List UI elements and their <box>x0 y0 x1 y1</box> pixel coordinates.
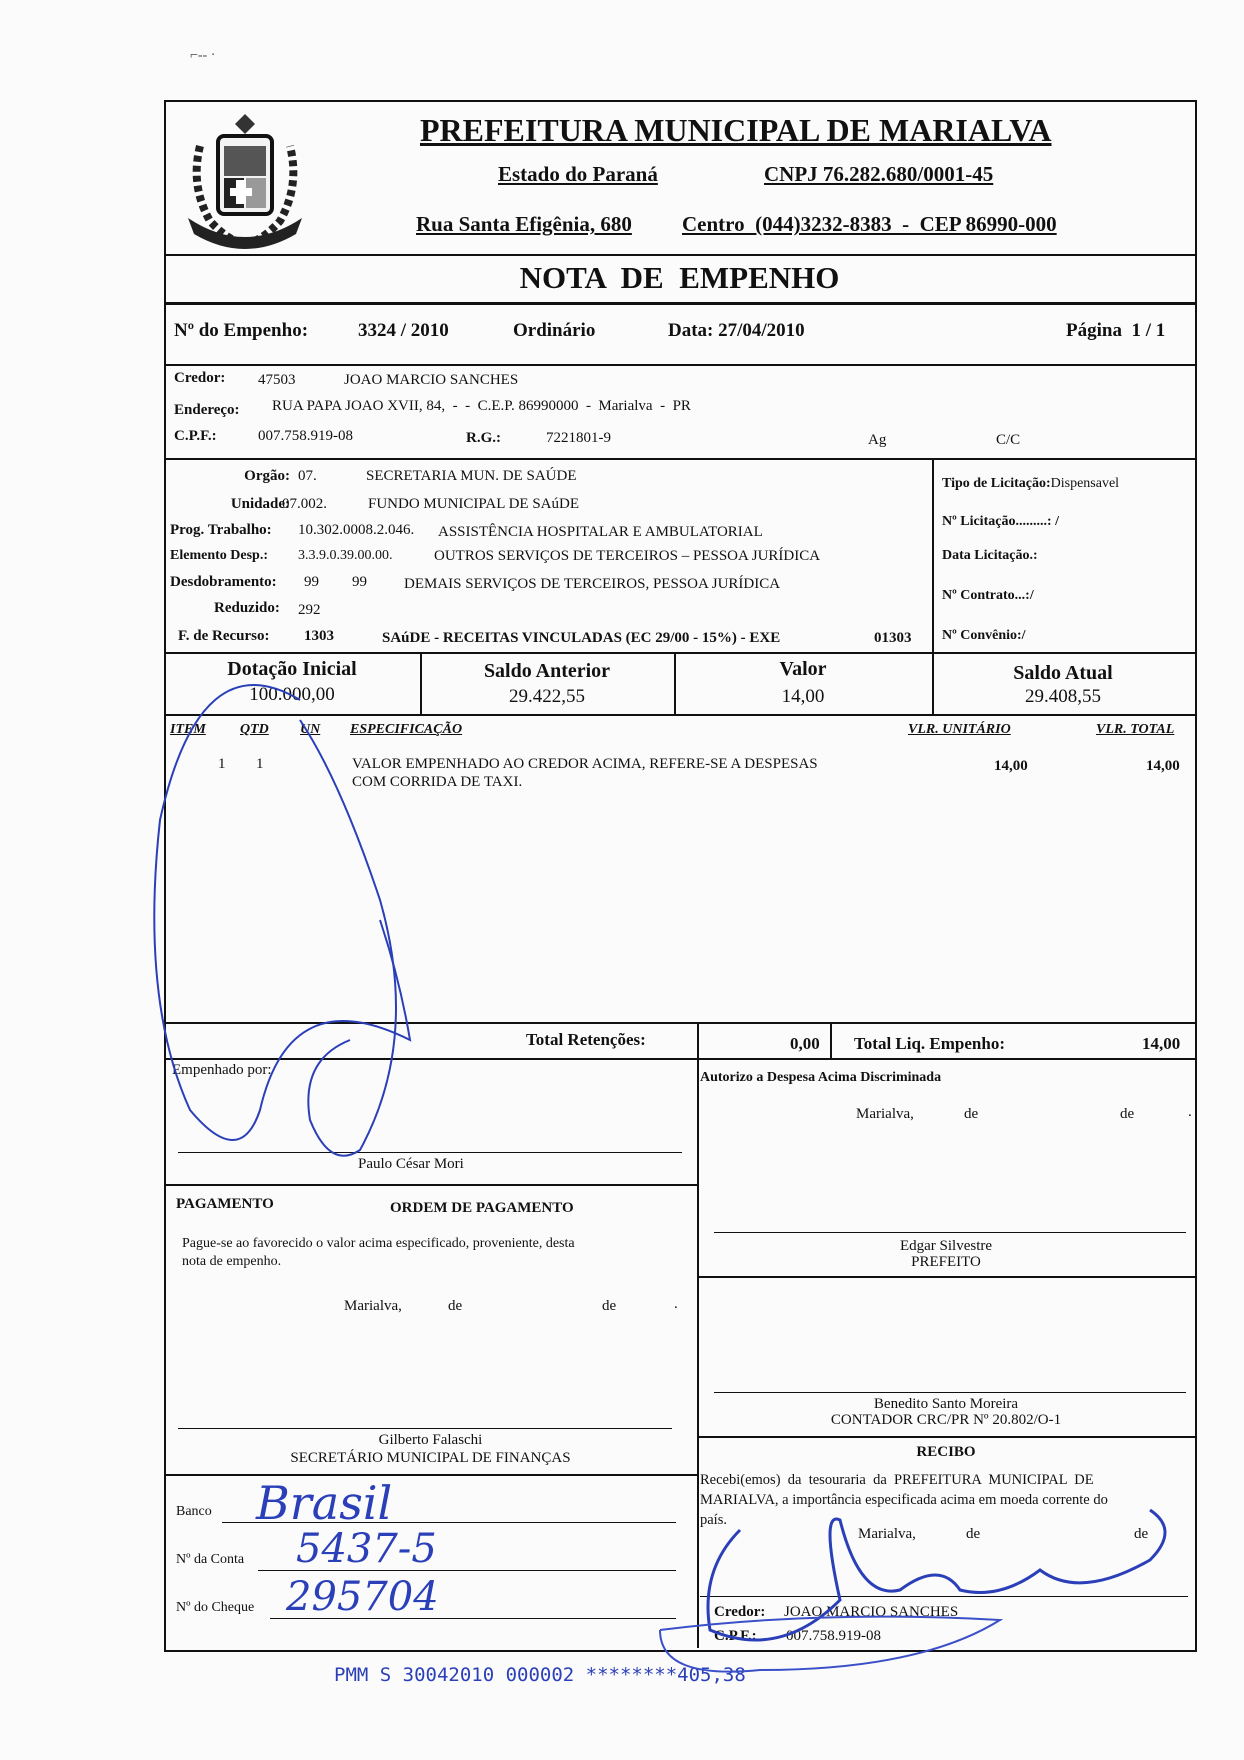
licitacao-date: Data Licitação.: <box>942 548 1038 563</box>
col-total-header: VLR. TOTAL <box>1096 722 1175 737</box>
col-item-header: ITEM <box>170 722 206 737</box>
credor-cpf: 007.758.919-08 <box>258 428 353 444</box>
pagamento-text-line1: Pague-se ao favorecido o valor acima especificado, proveniente, desta <box>182 1236 575 1251</box>
unidade-name: FUNDO MUNICIPAL DE SAúDE <box>368 496 579 512</box>
elem-code: 3.3.9.0.39.00.00. <box>298 548 393 563</box>
saldo-anterior-label: Saldo Anterior <box>483 660 611 682</box>
empenho-date: Data: 27/04/2010 <box>668 320 805 341</box>
footer-code: PMM S 30042010 000002 ********405,38 <box>334 1664 746 1686</box>
street-label: Rua Santa Efigênia, 680 <box>416 212 632 236</box>
empenho-number: 3324 / 2010 <box>358 320 449 341</box>
valor-value: 14,00 <box>781 686 825 707</box>
col-unit-header: VLR. UNITÁRIO <box>908 722 1011 737</box>
recurso-label: F. de Recurso: <box>178 628 270 644</box>
cnpj-label: CNPJ 76.282.680/0001-45 <box>764 162 994 186</box>
address-label: Centro (044)3232-8383 - CEP 86990-000 <box>682 212 1057 236</box>
recibo-city: Marialva, <box>858 1526 916 1542</box>
recibo-credor-label: Credor: <box>714 1604 766 1620</box>
recibo-credor-name: JOAO MARCIO SANCHES <box>784 1604 959 1620</box>
saldo-anterior-value: 29.422,55 <box>509 686 585 707</box>
city-hall-title: PREFEITURA MUNICIPAL DE MARIALVA <box>420 112 1052 148</box>
autorizo-label: Autorizo a Despesa Acima Discriminada <box>700 1070 942 1085</box>
recibo-label: RECIBO <box>916 1444 976 1460</box>
row-spec-line2: COM CORRIDA DE TAXI. <box>352 774 523 790</box>
col-un-header: UN <box>300 722 321 737</box>
col-qtd-header: QTD <box>240 722 269 737</box>
credor-label: Credor: <box>174 370 226 386</box>
rg-label: R.G.: <box>466 430 501 446</box>
cheque-handwritten: 295704 <box>286 1574 439 1620</box>
autorizo-de-1: de <box>964 1106 979 1122</box>
row-item: 1 <box>218 756 226 772</box>
secretario-role: SECRETÁRIO MUNICIPAL DE FINANÇAS <box>290 1450 571 1466</box>
prog-code: 10.302.0008.2.046. <box>298 522 415 538</box>
elem-name: OUTROS SERVIÇOS DE TERCEIROS – PESSOA JURÍDICA <box>434 548 821 564</box>
conta-label: Nº da Conta <box>176 1552 245 1567</box>
pagamento-de-1: de <box>448 1298 463 1314</box>
valor-label: Valor <box>779 658 827 680</box>
agency-label: Ag <box>868 432 887 448</box>
unidade-label: Unidade: <box>230 496 290 512</box>
retencoes-label: Total Retenções: <box>526 1030 646 1049</box>
ordem-pagamento-label: ORDEM DE PAGAMENTO <box>390 1200 574 1216</box>
pagamento-text-line2: nota de empenho. <box>182 1254 282 1269</box>
orgao-code: 07. <box>298 468 317 484</box>
stamp-mark <box>660 1617 1000 1672</box>
credor-code: 47503 <box>258 372 296 388</box>
contract-number: Nº Contrato...:/ <box>942 588 1034 603</box>
agreement-number: Nº Convênio:/ <box>942 628 1026 643</box>
credor-rg: 7221801-9 <box>546 430 611 446</box>
row-unit-value: 14,00 <box>994 758 1028 774</box>
empenho-type: Ordinário <box>513 320 596 341</box>
pagamento-dot: . <box>674 1296 678 1312</box>
page-indicator: Página 1 / 1 <box>1066 320 1166 341</box>
document-title: NOTA DE EMPENHO <box>519 260 840 295</box>
orgao-label: Orgão: <box>244 468 290 484</box>
prefeito-name: Edgar Silvestre <box>899 1238 993 1254</box>
recibo-cpf-label: C.P.F.: <box>714 1628 757 1644</box>
cpf-label: C.P.F.: <box>174 428 217 444</box>
elem-label: Elemento Desp.: <box>170 548 268 563</box>
desd-code-2: 99 <box>352 574 367 590</box>
saldo-atual-value: 29.408,55 <box>1025 686 1101 707</box>
reduzido-value: 292 <box>298 602 321 618</box>
recibo-de-2: de <box>1134 1526 1149 1542</box>
reduzido-label: Reduzido: <box>214 600 280 616</box>
prefeito-role: PREFEITO <box>911 1254 981 1270</box>
row-qtd: 1 <box>256 756 264 772</box>
cheque-label: Nº do Cheque <box>176 1600 255 1615</box>
autorizo-de-2: de <box>1120 1106 1135 1122</box>
unidade-code: 07.002. <box>282 496 327 512</box>
contador-name: Benedito Santo Moreira <box>873 1396 1019 1412</box>
licitacao-type-value: Dispensavel <box>1050 476 1120 491</box>
autorizo-city: Marialva, <box>856 1106 914 1122</box>
empenhado-label: Empenhado por: <box>172 1062 272 1078</box>
secretario-name: Gilberto Falaschi <box>378 1432 483 1448</box>
recibo-cpf: 007.758.919-08 <box>786 1628 881 1644</box>
pagamento-city: Marialva, <box>344 1298 402 1314</box>
prog-label: Prog. Trabalho: <box>170 522 272 538</box>
dotacao-label: Dotação Inicial <box>227 658 357 680</box>
pagamento-de-2: de <box>602 1298 617 1314</box>
saldo-atual-label: Saldo Atual <box>1013 662 1113 684</box>
banco-handwritten: Brasil <box>256 1476 393 1530</box>
scan-mark: ⌐‑‑ · <box>190 48 216 63</box>
col-spec-header: ESPECIFICAÇÃO <box>350 722 463 737</box>
desd-code-1: 99 <box>304 574 319 590</box>
contador-role: CONTADOR CRC/PR Nº 20.802/O-1 <box>830 1412 1062 1428</box>
empenho-number-label: Nº do Empenho: <box>174 320 309 341</box>
liquido-value: 14,00 <box>1142 1034 1181 1053</box>
empenhado-signature-loop <box>300 720 396 1156</box>
row-total-value: 14,00 <box>1146 758 1180 774</box>
orgao-name: SECRETARIA MUN. DE SAÚDE <box>366 468 577 484</box>
banco-label: Banco <box>176 1504 212 1519</box>
desd-name: DEMAIS SERVIÇOS DE TERCEIROS, PESSOA JURÍDICA <box>404 576 781 592</box>
prog-name: ASSISTÊNCIA HOSPITALAR E AMBULATORIAL <box>438 524 763 540</box>
credor-name: JOAO MARCIO SANCHES <box>344 372 519 388</box>
account-label: C/C <box>996 432 1021 448</box>
licitacao-type-label: Tipo de Licitação: <box>942 476 1051 491</box>
desd-label: Desdobramento: <box>170 574 277 590</box>
recurso-code: 1303 <box>304 628 334 644</box>
credor-address: RUA PAPA JOAO XVII, 84, - - C.E.P. 86990000 - Marialva - PR <box>272 398 691 414</box>
retencoes-value: 0,00 <box>790 1034 820 1053</box>
row-spec-line1: VALOR EMPENHADO AO CREDOR ACIMA, REFERE-SE A DESPESAS <box>352 756 818 772</box>
pagamento-label: PAGAMENTO <box>176 1196 274 1212</box>
state-label: Estado do Paraná <box>498 162 658 186</box>
recibo-de-1: de <box>966 1526 981 1542</box>
dotacao-value: 100.000,00 <box>249 684 335 705</box>
recurso-number: 01303 <box>874 630 912 646</box>
recibo-line2: MARIALVA, a importância especificada acima em moeda corrente do <box>700 1492 1108 1508</box>
licitacao-number: Nº Licitação.........: / <box>942 514 1059 529</box>
recibo-line3: país. <box>700 1512 727 1528</box>
empenhado-name: Paulo César Mori <box>358 1156 464 1172</box>
autorizo-dot: . <box>1188 1104 1192 1120</box>
empenhado-signature <box>154 685 410 1140</box>
recibo-line1: Recebi(emos) da tesouraria da PREFEITURA MUNICIPAL DE <box>700 1472 1094 1488</box>
endereco-label: Endereço: <box>174 402 240 418</box>
conta-handwritten: 5437-5 <box>296 1526 437 1572</box>
recurso-name: SAúDE - RECEITAS VINCULADAS (EC 29/00 - 15%) - EXE <box>382 630 781 646</box>
liquido-label: Total Liq. Empenho: <box>854 1034 1005 1053</box>
